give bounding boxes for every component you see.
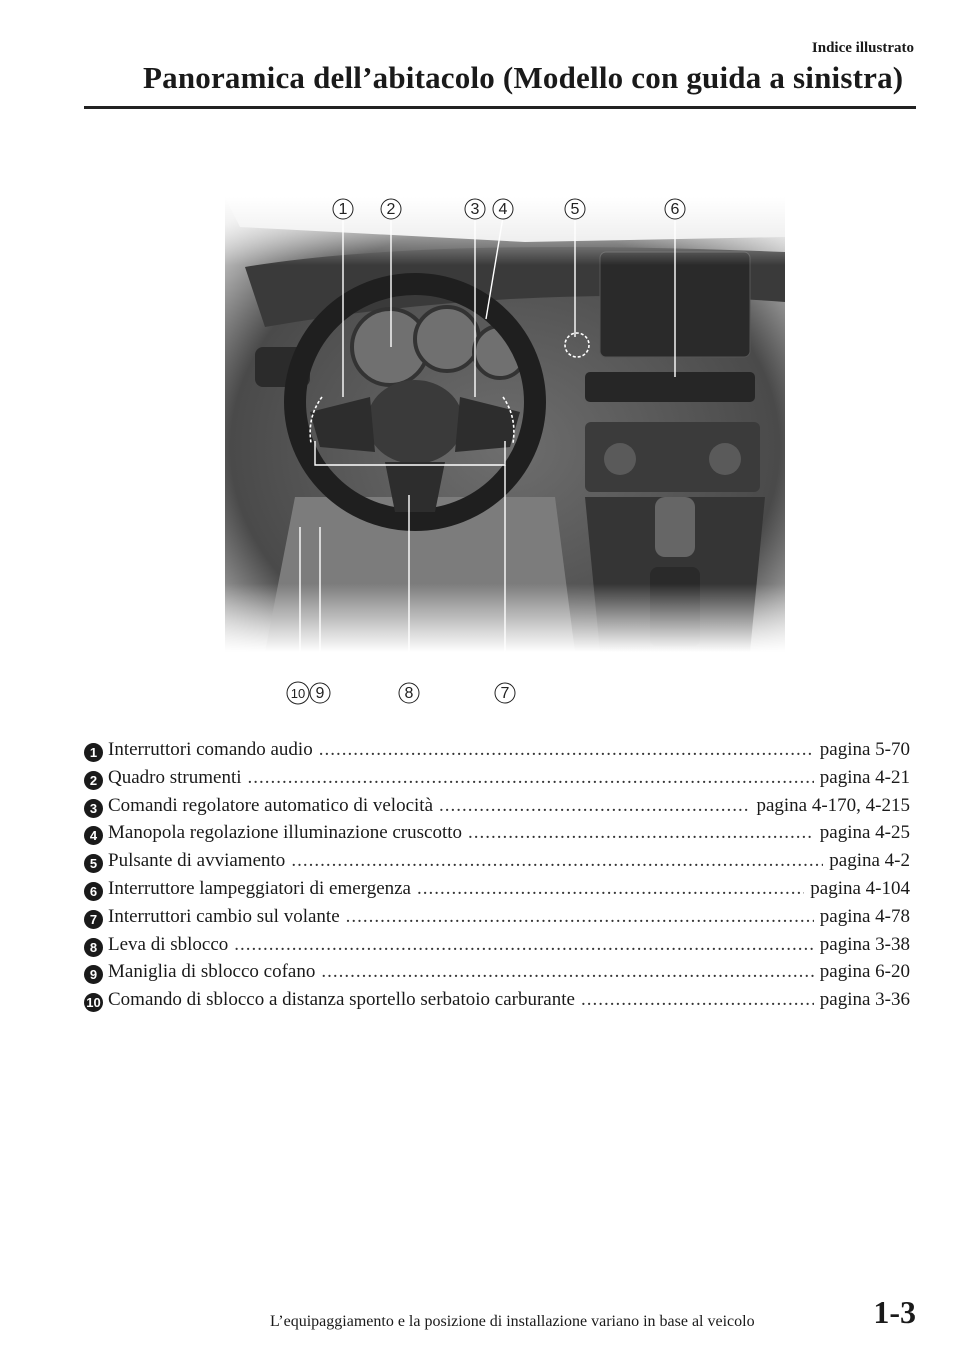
footer-note: L’equipaggiamento e la posizione di installazione variano in base al veicolo (270, 1313, 755, 1330)
item-label: Interruttori cambio sul volante (108, 905, 340, 927)
item-page-ref: pagina 3-36 (819, 989, 910, 1011)
item-page-ref: pagina 4-170, 4-215 (756, 794, 910, 816)
item-label: Interruttore lampeggiatori di emergenza (108, 877, 411, 899)
item-label: Maniglia di sblocco cofano (108, 961, 316, 983)
list-item (84, 906, 910, 934)
title-rule (84, 106, 916, 109)
item-number-badge: 1 (84, 743, 103, 762)
callout-10: 10 (290, 686, 306, 701)
callout-8: 8 (404, 685, 414, 702)
list-item (84, 767, 910, 795)
section-label: Indice illustrato (811, 40, 914, 56)
list-item (84, 989, 910, 1017)
leader-dots (234, 934, 813, 956)
list-item (84, 850, 910, 878)
item-label: Comandi regolatore automatico di velocità (108, 794, 434, 816)
item-page-ref: pagina 4-25 (819, 822, 910, 844)
leader-dots (248, 767, 814, 789)
item-number-badge: 8 (84, 938, 103, 957)
leader-dots (291, 850, 823, 872)
item-number-badge: 9 (84, 965, 103, 984)
item-number-badge: 3 (84, 799, 103, 818)
item-number-badge: 6 (84, 882, 103, 901)
callout-6: 6 (670, 201, 680, 218)
item-page-ref: pagina 3-38 (819, 933, 910, 955)
page-title: Panoramica dell’abitacolo (Modello con guida a sinistra) (143, 60, 904, 95)
list-item (84, 878, 910, 906)
item-label: Manopola regolazione illuminazione cruscotto (108, 822, 463, 844)
list-item (84, 739, 910, 767)
item-page-ref: pagina 4-21 (819, 766, 910, 788)
callout-5: 5 (570, 201, 580, 218)
item-label: Leva di sblocco (108, 933, 229, 955)
item-page-ref: pagina 4-104 (810, 877, 910, 899)
leader-dots (581, 989, 814, 1011)
leader-dots (346, 906, 814, 928)
callout-9: 9 (315, 685, 325, 702)
leader-dots (319, 739, 814, 761)
item-label: Quadro strumenti (108, 766, 242, 788)
leader-dots (468, 822, 814, 844)
item-number-badge: 2 (84, 771, 103, 790)
callout-7: 7 (500, 685, 510, 702)
item-label: Comando di sblocco a distanza sportello serbatoio carburante (108, 989, 575, 1011)
item-number-badge: 10 (84, 993, 103, 1012)
callout-3: 3 (470, 201, 480, 218)
component-list (84, 739, 910, 1017)
list-item (84, 961, 910, 989)
page-number: 1-3 (873, 1294, 916, 1330)
callout-4: 4 (498, 201, 508, 218)
leader-dots (439, 795, 750, 817)
list-item (84, 822, 910, 850)
item-page-ref: pagina 4-78 (819, 905, 910, 927)
leader-dots (321, 961, 813, 983)
dashboard-illustration (225, 197, 785, 712)
item-number-badge: 7 (84, 910, 103, 929)
item-page-ref: pagina 4-2 (829, 850, 910, 872)
item-number-badge: 4 (84, 826, 103, 845)
item-page-ref: pagina 6-20 (819, 961, 910, 983)
callout-1: 1 (338, 201, 348, 218)
leader-dots (417, 878, 804, 900)
list-item (84, 795, 910, 823)
item-label: Interruttori comando audio (108, 739, 313, 760)
list-item (84, 934, 910, 962)
item-label: Pulsante di avviamento (108, 850, 286, 872)
item-number-badge: 5 (84, 854, 103, 873)
callout-2: 2 (386, 201, 396, 218)
item-page-ref: pagina 5-70 (819, 739, 910, 760)
